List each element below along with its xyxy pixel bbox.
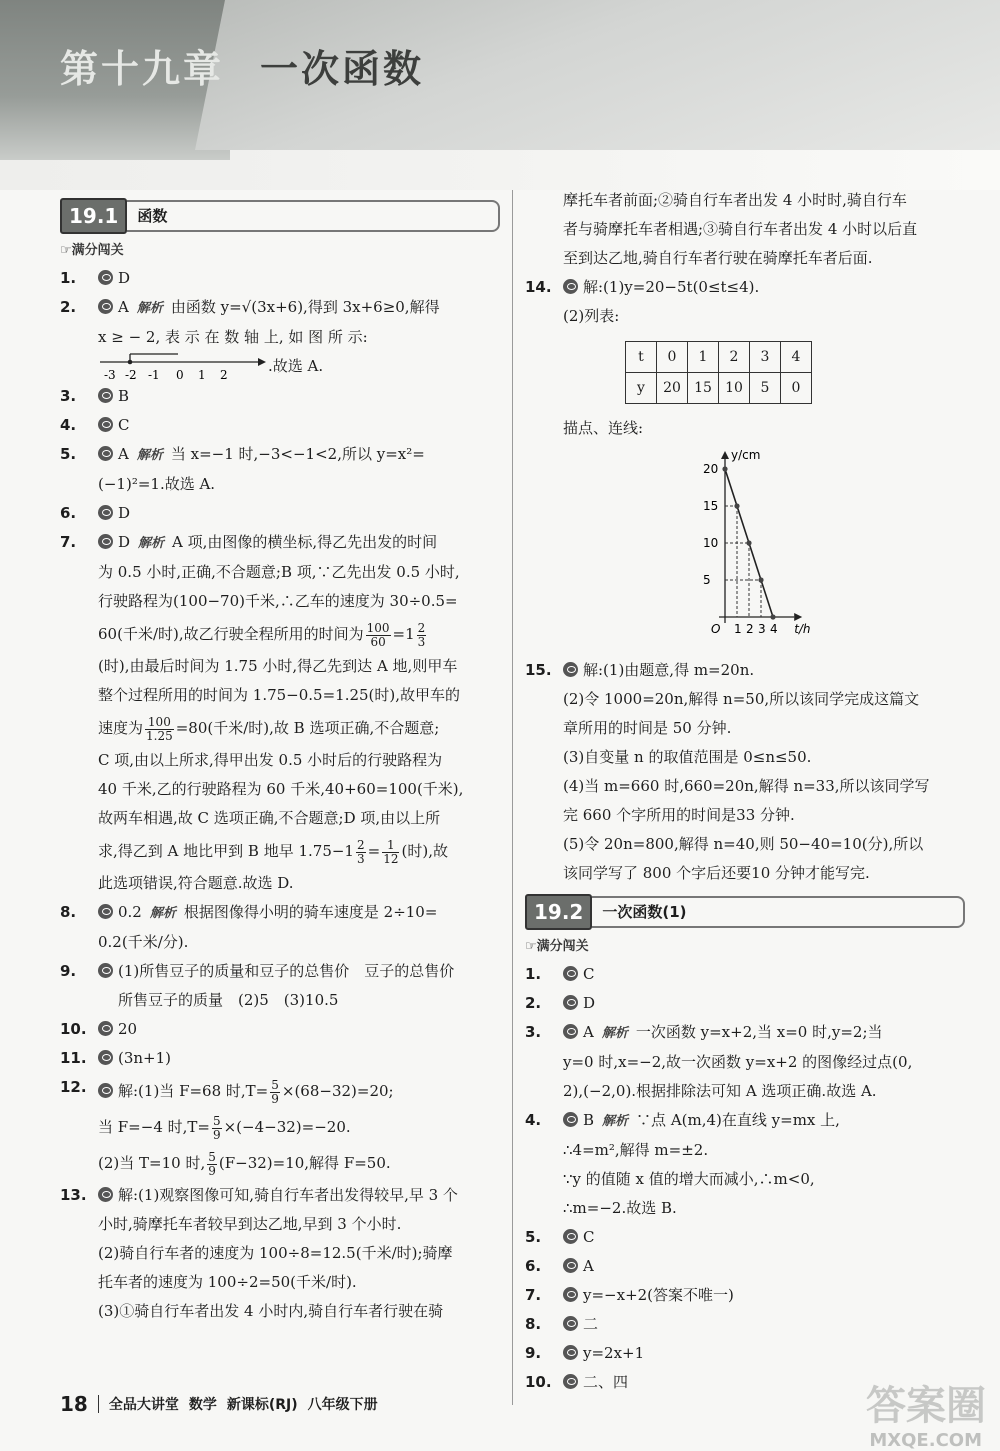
x-tick-label: O [711, 622, 721, 636]
key-icon [563, 1229, 578, 1244]
edition: 新课标(RJ) [226, 1397, 298, 1413]
page-number: 18 [60, 1392, 88, 1416]
tick-label: 1 [198, 368, 206, 382]
watermark-site: MXQE.COM [869, 1430, 982, 1451]
section-number: 19.1 [60, 198, 127, 234]
key-icon [98, 1021, 113, 1036]
y-tick-label: 15 [703, 499, 719, 513]
answer-item: 6. A [525, 1257, 594, 1275]
key-icon [98, 1083, 113, 1098]
key-icon [98, 1050, 113, 1065]
level-label: ☞满分闯关 [525, 939, 589, 954]
key-icon [563, 1316, 578, 1331]
chapter-title [60, 38, 424, 93]
key-icon [563, 995, 578, 1010]
key-icon [98, 299, 113, 314]
x-tick-label: 4 [770, 622, 778, 636]
y-axis-label: y/cm [731, 448, 761, 462]
answer-item: 10. 20 [60, 1020, 138, 1038]
key-icon [563, 279, 578, 294]
answer-item: 6. D [60, 504, 131, 522]
key-icon [563, 966, 578, 981]
key-icon [98, 534, 113, 549]
table-row: t 0 1 2 3 4 [626, 342, 812, 373]
y-tick-label: 5 [703, 573, 711, 587]
key-icon [98, 904, 113, 919]
footer-separator [98, 1395, 99, 1413]
left-column [60, 196, 500, 1326]
key-icon [563, 1287, 578, 1302]
section-header-19-2 [525, 894, 965, 930]
key-icon [98, 388, 113, 403]
subject: 数学 [188, 1397, 217, 1413]
section-header-19-1 [60, 198, 500, 234]
answer-item: 1. D [60, 269, 131, 287]
value-table [625, 341, 812, 404]
data-point [758, 577, 763, 582]
answer-item: 9. y=2x+1 [525, 1344, 645, 1362]
data-point [734, 503, 739, 508]
data-point [746, 540, 751, 545]
x-tick-label: 3 [758, 622, 766, 636]
x-tick-label: 1 [734, 622, 742, 636]
key-icon [98, 270, 113, 285]
column-divider [512, 190, 513, 1405]
answer-item: 4. B 解析 ∵点 A(m,4)在直线 y=mx 上, ∴4=m²,解得 m=±2. ∵y 的值随 x 值的增大而减小,∴m<0, ∴m=−2.故选 B. [525, 1111, 840, 1217]
key-icon [98, 446, 113, 461]
answer-item: 12. 解:(1)当 F=68 时,T= $\frac{5}{9}$ ×(68−32)=20; 当 F=−4 时,T= $\frac{5}{9}$ ×(−4−32)=−20. (2)当 T=10 时, $\frac{5}{9}$ (F−32)=10,解得 F=50. [60, 1077, 394, 1178]
answer-item: 5. A 解析 当 x=−1 时,−3<−1<2,所以 y=x²= (−1)²=1.故选 A. [60, 445, 425, 493]
y-tick-label: 20 [703, 462, 719, 476]
answer-item: 11. (3n+1) [60, 1049, 172, 1067]
table-row: y 20 15 10 5 0 [626, 373, 812, 404]
function-graph [695, 447, 815, 642]
tick-label: -2 [125, 368, 137, 382]
answer-item: 7. y=−x+2(答案不唯一) [525, 1286, 734, 1304]
tick-label: 2 [220, 368, 228, 382]
answer-item: 1. C [525, 965, 595, 983]
page-header [0, 0, 1000, 190]
answer-item: 15. 解:(1)由题意,得 m=20n. (2)令 1000=20n,解得 n=50,所以该同学完成这篇文 章所用的时间是 50 分钟. (3)自变量 n 的取值范围是 0≤n≤50. (4)当 m=660 时,660=20n,解得 n=33,所以该同学写 完 660 个字所用的时间是33 分钟. (5)令 20n=800,解得 n=40,则 50−40=10(分),所以 该同学写了 800 个字后还要10 分钟才能写完. [525, 661, 930, 882]
answer-item: 7. D 解析 A 项,由图像的横坐标,得乙先出发的时间 为 0.5 小时,正确,不合题意;B 项,∵乙先出发 0.5 小时, 行驶路程为(100−70)千米,∴乙车的速度为 30÷0.5= 60(千米/时),故乙行驶全程所用的时间为 $\frac{100}{60}$ =1 $\frac{2}{3}$ (时),由最后时间为 1.75 小时,得乙先到达 A 地,则甲车 整个过程所用的时间为 1.75−0.5=1.25(时),故甲车的 速度为 $\frac{100}{1.25}$ =80(千米/时),故 B 选项正确,不合题意; C 项,由以上所求,得甲出发 0.5 小时后的行驶路程为 40 千米,乙的行驶路程为 60 千米,40+60=100(千米), 故两车相遇,故 C 选项正确,不合题意;D 项,由以上所 求,得乙到 A 地比甲到 B 地早 1.75−1 $\frac{2}{3}$ = $\frac{1}{12}$ (时),故 此选项错误,符合题意.故选 D. [60, 533, 464, 892]
answer-item: 13. 解:(1)观察图像可知,骑自行车者出发得较早,早 3 个 小时,骑摩托车者较早到达乙地,早到 3 个小时. (2)骑自行车者的速度为 100÷8=12.5(千米/时);骑摩 托车者的速度为 100÷2=50(千米/时). (3)①骑自行车者出发 4 小时内,骑自行车者行驶在骑 [60, 1186, 458, 1320]
answer-item: 10. 二、四 [525, 1373, 629, 1391]
chapter-number: 第十九章 [60, 47, 225, 91]
answer-item: 3. B [60, 387, 130, 405]
key-icon [98, 505, 113, 520]
y-tick-label: 10 [703, 536, 719, 550]
right-column [525, 186, 965, 1397]
answer-item-continued: 描点、连线: [563, 419, 644, 437]
key-icon [98, 417, 113, 432]
data-point [722, 466, 727, 471]
answer-item: 9. (1)所售豆子的质量和豆子的总售价 豆子的总售价 所售豆子的质量 (2)5 (3)10.5 [60, 962, 455, 1009]
key-icon [98, 1187, 113, 1202]
section-title: 一次函数(1) [592, 896, 965, 928]
key-icon [563, 662, 578, 677]
x-axis-label: t/h [794, 622, 811, 636]
number-line [98, 352, 268, 382]
answer-item: 2. A 解析 由函数 y=√(3x+6),得到 3x+6≥0,解得 x ≥ − 2, 表 示 在 数 轴 上, 如 图 所 示: -3 -2 -1 0 1 2 .故选 A. [60, 298, 440, 382]
data-point [770, 614, 775, 619]
key-icon [563, 1345, 578, 1360]
tick-label: -3 [104, 368, 116, 382]
level-label: ☞满分闯关 [60, 243, 124, 258]
book-name: 全品大讲堂 [108, 1397, 179, 1413]
watermark-logo: 答案圈 [866, 1383, 986, 1429]
page-footer [60, 1392, 378, 1416]
answer-item: 14. 解:(1)y=20−5t(0≤t≤4). (2)列表: [525, 278, 760, 325]
answer-item: 2. D [525, 994, 596, 1012]
x-tick-label: 2 [746, 622, 754, 636]
y-axis-arrow [721, 451, 729, 459]
answer-item: 5. C [525, 1228, 595, 1246]
key-icon [563, 1112, 578, 1127]
x-axis-arrow [794, 613, 802, 621]
chapter-name: 一次函数 [260, 47, 425, 91]
answer-item: 3. A 解析 一次函数 y=x+2,当 x=0 时,y=2;当 y=0 时,x=−2,故一次函数 y=x+2 的图像经过点(0, 2),(−2,0).根据排除法可知 A 选项正确.故选 A. [525, 1023, 913, 1100]
key-icon [563, 1258, 578, 1273]
key-icon [563, 1024, 578, 1039]
answer-item: 4. C [60, 416, 130, 434]
section-number: 19.2 [525, 894, 592, 930]
key-icon [563, 1374, 578, 1389]
section-title: 函数 [127, 200, 500, 232]
tick-label: -1 [148, 368, 160, 382]
key-icon [98, 963, 113, 978]
answer-item: 8. 0.2 解析 根据图像得小明的骑车速度是 2÷10= 0.2(千米/分). [60, 903, 438, 951]
answer-item-continued: 摩托车者前面;②骑自行车者出发 4 小时时,骑自行车 者与骑摩托车者相遇;③骑自行车者出发 4 小时以后直 至到达乙地,骑自行车者行驶在骑摩托车者后面. [563, 191, 918, 267]
answer-item: 8. 二 [525, 1315, 599, 1333]
grade: 八年级下册 [307, 1397, 378, 1413]
tick-label: 0 [176, 368, 184, 382]
